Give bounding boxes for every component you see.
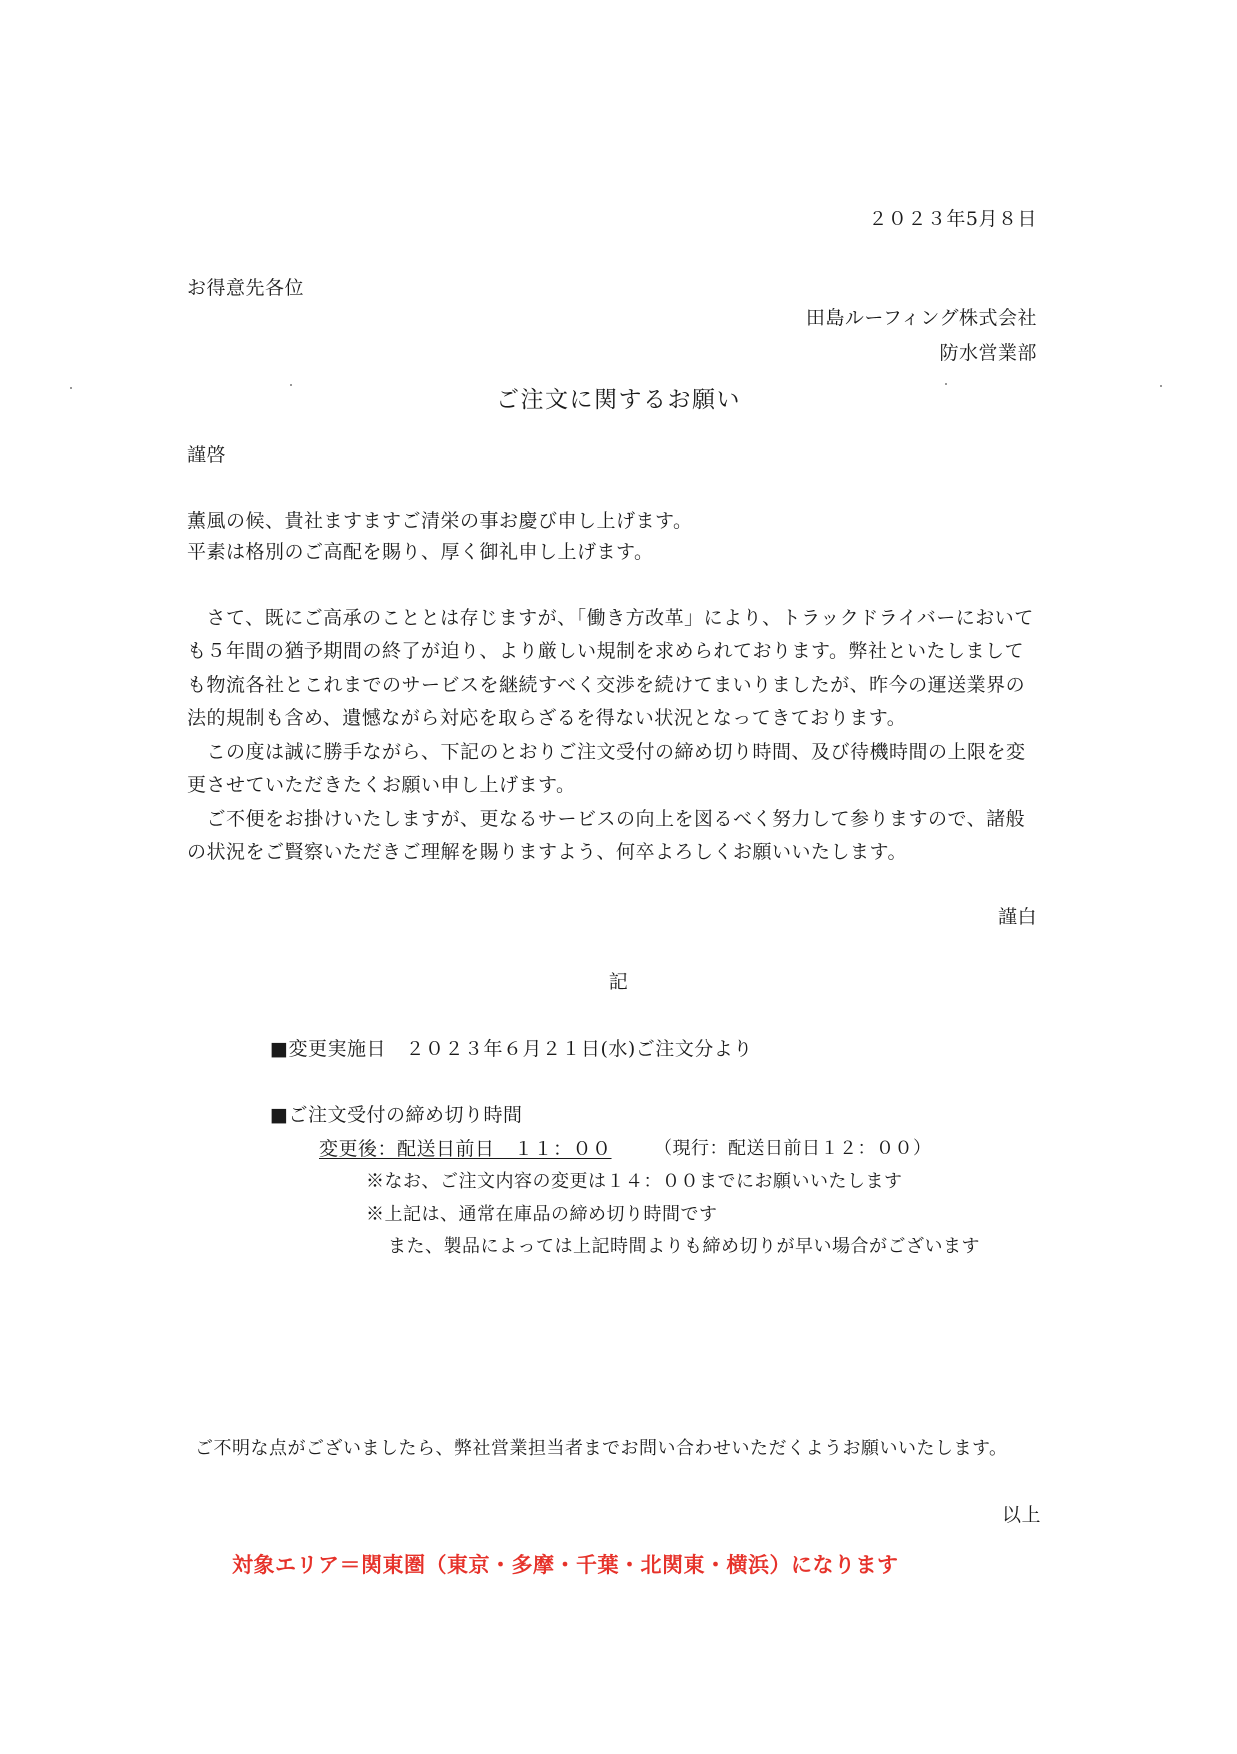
greeting-line: 平素は格別のご高配を賜り、厚く御礼申し上げます。 <box>187 541 654 563</box>
body-line: も物流各社とこれまでのサービスを継続すべく交渉を続けてまいりましたが、昨今の運送業界の <box>187 674 1026 696</box>
body-line: 法的規制も含め、遺憾ながら対応を取らざるを得ない状況となってきております。 <box>187 707 907 729</box>
document-date: ２０２３年5月８日 <box>868 208 1037 230</box>
body-line: ご不便をお掛けいたしますが、更なるサービスの向上を図るべく努力して参りますので、諸般 <box>187 808 1026 830</box>
scan-speck <box>945 383 947 385</box>
contact-note: ご不明な点がございましたら、弊社営業担当者までお問い合わせいただくようお願いいたします。 <box>195 1438 1008 1459</box>
deadline-after: 変更後：配送日前日 １１：００ <box>319 1138 612 1160</box>
body-line: も５年間の猶予期間の終了が迫り、より厳しい規制を求められております。弊社といたしまして <box>187 640 1024 662</box>
body-line: 更させていただきたくお願い申し上げます。 <box>187 774 576 796</box>
department-name: 防水営業部 <box>939 342 1037 364</box>
body-line: の状況をご賢察いただきご理解を賜りますよう、何卒よろしくお願いいたします。 <box>187 841 907 863</box>
closing-word: 謹白 <box>997 906 1037 928</box>
deadline-current: （現行：配送日前日１２：００） <box>654 1138 932 1159</box>
recipient: お得意先各位 <box>187 277 305 299</box>
note-change-deadline: ※なお、ご注文内容の変更は１４：００までにお願いいたします <box>366 1171 903 1192</box>
end-word: 以上 <box>1001 1504 1041 1526</box>
deadline-heading: ■ご注文受付の締め切り時間 <box>270 1104 523 1126</box>
scan-speck <box>70 387 72 389</box>
note-early-deadline: また、製品によっては上記時間よりも締め切りが早い場合がございます <box>388 1236 980 1257</box>
area-notice: 対象エリア＝関東圏（東京・多摩・千葉・北関東・横浜）になります <box>232 1553 899 1577</box>
effective-date: ■変更実施日 ２０２３年６月２１日(水)ご注文分より <box>270 1038 753 1060</box>
scan-speck <box>290 384 292 386</box>
scan-speck <box>1160 385 1162 387</box>
note-stock-items: ※上記は、通常在庫品の締め切り時間です <box>366 1204 718 1225</box>
company-name: 田島ルーフィング株式会社 <box>805 307 1037 329</box>
body-line: さて、既にご高承のこととは存じますが、「働き方改革」により、トラックドライバーにおいて <box>187 607 1034 629</box>
salutation: 謹啓 <box>187 444 227 466</box>
body-line: この度は誠に勝手ながら、下記のとおりご注文受付の締め切り時間、及び待機時間の上限を変 <box>187 741 1026 763</box>
greeting-line: 薫風の候、貴社ますますご清栄の事お慶び申し上げます。 <box>187 510 693 532</box>
document-title: ご注文に関するお願い <box>496 387 741 413</box>
ki-heading: 記 <box>608 971 629 993</box>
